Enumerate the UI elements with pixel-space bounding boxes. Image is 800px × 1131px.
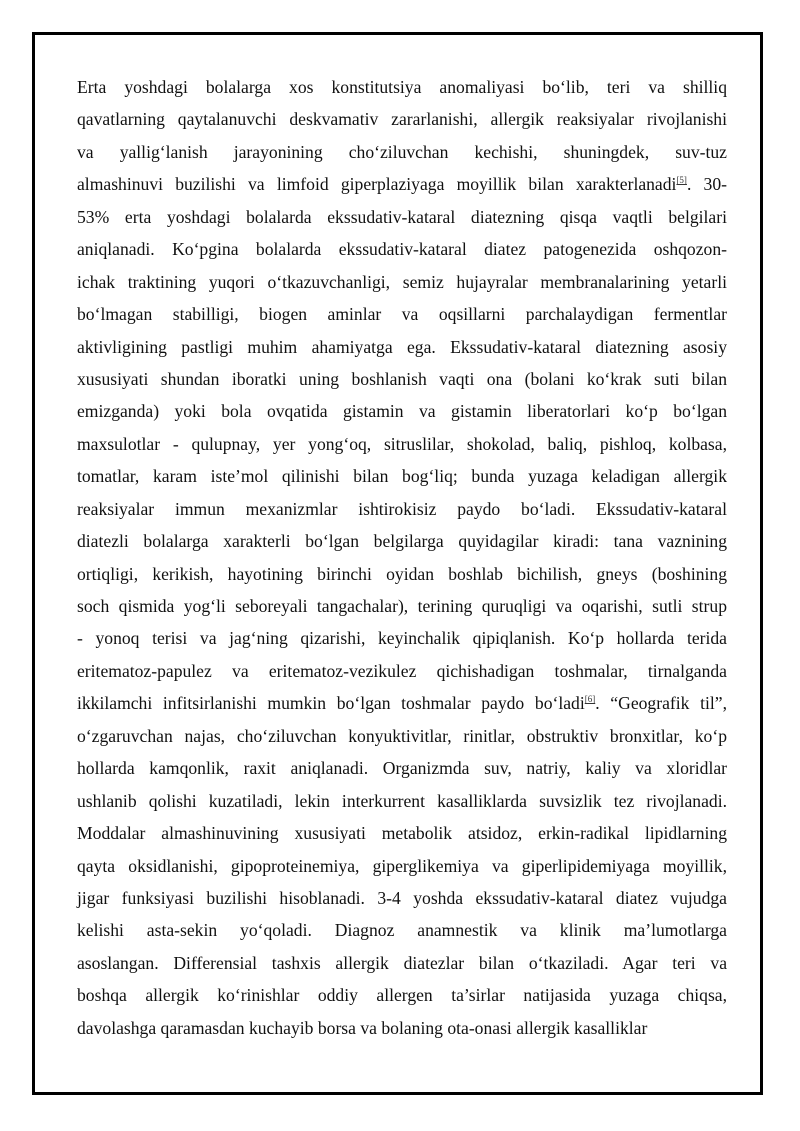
text-line: hollarda kamqonlik, raxit aniqlanadi. Organizmda suv, natriy, kaliy va xloridlar xyxy=(77,758,727,779)
text-line: eritematoz-papulez va eritematoz-vezikulez qichishadigan toshmalar, tirnalganda xyxy=(77,660,727,681)
text-line: asoslangan. Differensial tashxis allergik diatezlar bilan o‘tkaziladi. Agar teri va xyxy=(77,952,727,973)
footnote-ref-5[interactable]: [5] xyxy=(676,175,687,186)
text-line: 53% erta yoshdagi bolalarda ekssudativ-kataral diatezning qisqa vaqtli belgilari xyxy=(77,206,727,227)
text-line: tomatlar, karam iste’mol qilinishi bilan bog‘liq; bunda yuzaga keladigan allergik xyxy=(77,466,727,487)
line-text: almashinuvi buzilishi va limfoid giperplaziyaga moyillik bilan xarakterlanadi xyxy=(77,174,677,195)
text-line: aktivligining pastligi muhim ahamiyatga ega. Ekssudativ-kataral diatezning asosiy xyxy=(77,336,727,357)
text-line: maxsulotlar - qulupnay, yer yong‘oq, sitruslilar, shokolad, baliq, pishloq, kolbasa, xyxy=(77,433,727,454)
text-line: o‘zgaruvchan najas, cho‘ziluvchan konyuktivitlar, rinitlar, obstruktiv bronxitlar, ko‘p xyxy=(77,725,727,746)
text-line: qavatlarning qaytalanuvchi deskvamativ zararlanishi, allergik reaksiyalar rivojlanishi xyxy=(77,109,727,130)
text-line: - yonoq terisi va jag‘ning qizarishi, keyinchalik qipiqlanish. Ko‘p hollarda terida xyxy=(77,628,727,649)
text-line: boshqa allergik ko‘rinishlar oddiy allergen ta’sirlar natijasida yuzaga chiqsa, xyxy=(77,985,727,1006)
text-line: xususiyati shundan iboratki uning boshlanish vaqti ona (bolani ko‘krak suti bilan xyxy=(77,368,727,389)
text-line: va yallig‘lanish jarayonining cho‘ziluvchan kechishi, shuningdek, suv-tuz xyxy=(77,141,727,162)
text-line: diatezli bolalarga xarakterli bo‘lgan belgilarga quyidagilar kiradi: tana vaznining xyxy=(77,531,727,552)
text-line: davolashga qaramasdan kuchayib borsa va bolaning ota-onasi allergik kasalliklar xyxy=(77,1017,648,1038)
document-body xyxy=(77,71,727,1044)
line-text: ikkilamchi infitsirlanishi mumkin bo‘lgan toshmalar paydo bo‘ladi xyxy=(77,693,585,714)
line-text-tail: . “Geografik til”, xyxy=(595,693,727,714)
text-line: Erta yoshdagi bolalarga xos konstitutsiya anomaliyasi bo‘lib, teri va shilliq xyxy=(77,77,727,97)
text-line: ortiqligi, kerikish, hayotining birinchi oyidan boshlab bichilish, gneys (boshining xyxy=(77,563,727,584)
text-line: Moddalar almashinuvining xususiyati metabolik atsidoz, erkin-radikal lipidlarning xyxy=(77,823,727,844)
text-line: qayta oksidlanishi, gipoproteinemiya, giperglikemiya va giperlipidemiyaga moyillik, xyxy=(77,855,727,876)
text-line: ichak traktining yuqori o‘tkazuvchanligi, semiz hujayralar membranalarining yetarli xyxy=(77,271,727,292)
text-line: ushlanib qolishi kuzatiladi, lekin interkurrent kasalliklarda suvsizlik tez rivojlanadi. xyxy=(77,790,727,811)
text-line: aniqlanadi. Ko‘pgina bolalarda ekssudativ-kataral diatez patogenezida oshqozon- xyxy=(77,239,727,260)
text-line xyxy=(77,168,727,200)
text-line: kelishi asta-sekin yo‘qoladi. Diagnoz anamnestik va klinik ma’lumotlarga xyxy=(77,920,727,941)
line-text-tail: . 30- xyxy=(686,174,727,195)
text-line: soch qismida yog‘li seboreyali tangachalar), terining quruqligi va oqarishi, sutli strup xyxy=(77,596,727,616)
text-line: jigar funksiyasi buzilishi hisoblanadi. 3-4 yoshda ekssudativ-kataral diatez vujudga xyxy=(77,887,727,908)
text-line: reaksiyalar immun mexanizmlar ishtirokisiz paydo bo‘ladi. Ekssudativ-kataral xyxy=(77,498,727,519)
text-line xyxy=(77,687,727,719)
footnote-ref-6[interactable]: [6] xyxy=(584,694,596,705)
text-line: emizganda) yoki bola ovqatida gistamin va gistamin liberatorlari ko‘p bo‘lgan xyxy=(77,401,727,422)
text-line: bo‘lmagan stabilligi, biogen aminlar va oqsillarni parchalaydigan fermentlar xyxy=(77,304,727,325)
